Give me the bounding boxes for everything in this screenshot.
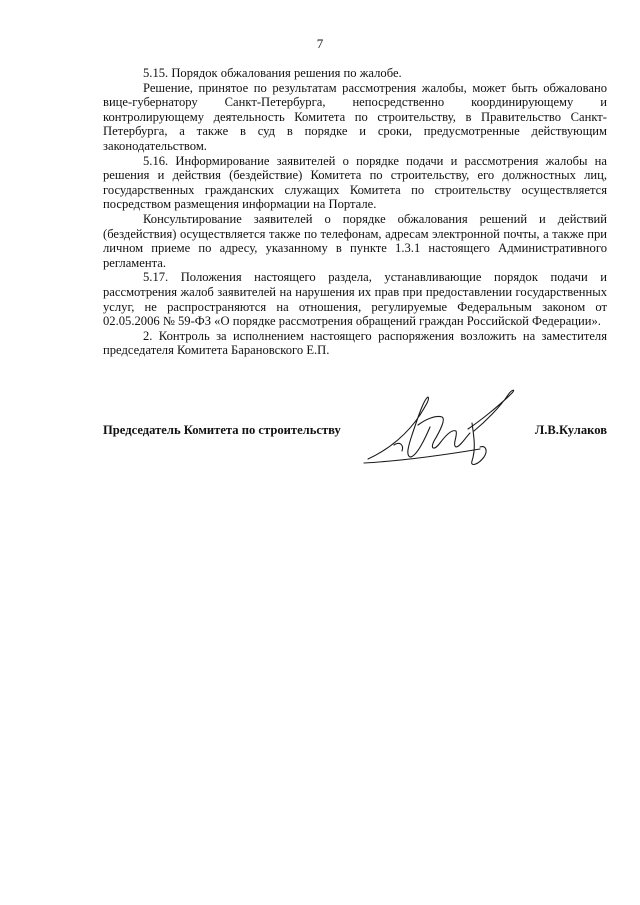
- paragraph-5-17: 5.17. Положения настоящего раздела, устанавливающие порядок подачи и рассмотрения жалоб заявителей на нарушения их прав при предоставлении государственных услуг, не распространяются на отношения, регулируемые Федеральным законом от 02.05.2006 № 59-ФЗ «О порядке рассмотрения обращений граждан Российской Федерации».: [103, 270, 607, 329]
- paragraph-consultation: Консультирование заявителей о порядке обжалования решений и действий (бездействия) осуществляется также по телефонам, адресам электронной почты, а также при личном приеме по адресу, указанному в пункте 1.3.1 настоящего Административного регламента.: [103, 211, 607, 270]
- signatory-title: Председатель Комитета по строительству: [103, 423, 341, 437]
- paragraph-5-15-text: Решение, принятое по результатам рассмотрения жалобы, может быть обжаловано вице-губернатору Санкт-Петербурга, непосредственно координирующему и контролирующему деятельность Комитета по строительству, в Правительство Санкт-Петербурга, а также в суд в порядке и сроки, предусмотренные действующим законодательством.: [103, 80, 607, 153]
- document-body: [103, 66, 607, 358]
- paragraph-5-16: 5.16. Информирование заявителей о порядке подачи и рассмотрения жалобы на решения и действия (бездействие) Комитета по строительству, его должностных лиц, государственных гражданских служащих Комитета по строительству осуществляется посредством размещения информации на Портале.: [103, 153, 607, 212]
- page-number: 7: [316, 36, 324, 51]
- paragraph-5-15-heading: 5.15. Порядок обжалования решения по жалобе.: [143, 66, 402, 80]
- paragraph-control: 2. Контроль за исполнением настоящего распоряжения возложить на заместителя председателя Комитета Барановского Е.П.: [103, 328, 607, 358]
- signatory-name: Л.В.Кулаков: [534, 423, 607, 437]
- handwritten-signature: [360, 385, 530, 470]
